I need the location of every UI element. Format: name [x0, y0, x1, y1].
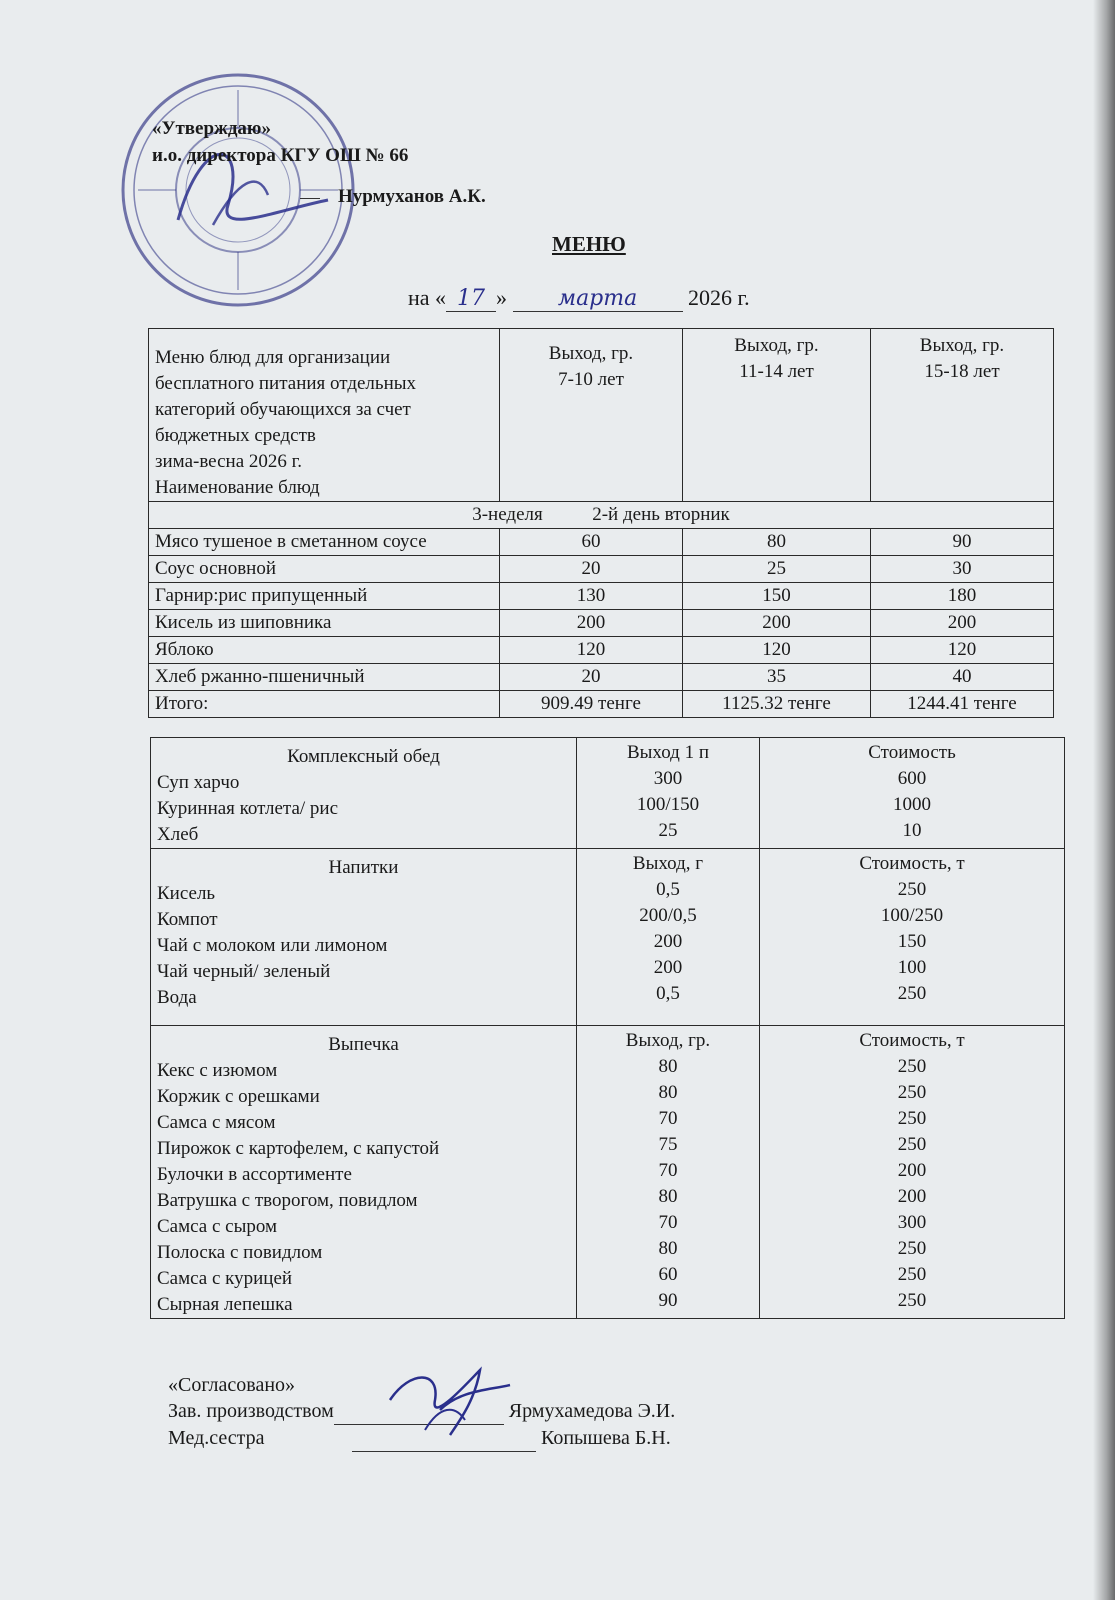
header-desc-line: зима-весна 2026 г.	[155, 451, 303, 472]
section-complex-lunch	[151, 738, 1065, 849]
total-row	[149, 691, 1054, 718]
item-output: 80	[658, 1186, 678, 1207]
item-cost: 150	[897, 931, 927, 952]
table-row	[149, 637, 1054, 664]
item-cost: 200	[897, 1186, 927, 1207]
col-title: Стоимость, т	[859, 853, 965, 874]
scan-edge-shadow	[1093, 0, 1115, 1600]
dish-name: Соус основной	[149, 556, 500, 583]
page-title: МЕНЮ	[552, 232, 626, 256]
section-title: Комплексный обед	[287, 746, 440, 767]
approval-line1: «Утверждаю»	[152, 118, 271, 139]
item-cost: 100/250	[880, 905, 944, 926]
item-output: 300	[653, 768, 683, 789]
section-title: Выпечка	[328, 1034, 399, 1055]
item-output: 70	[658, 1160, 678, 1181]
portion-7-10: 120	[500, 637, 683, 664]
item-output: 80	[658, 1082, 678, 1103]
portion-15-18: 40	[871, 664, 1054, 691]
agreed-label: «Согласовано»	[168, 1374, 296, 1396]
portion-15-18: 30	[871, 556, 1054, 583]
section-costs	[760, 849, 1065, 1026]
signer-name: Ярмухамедова Э.И.	[508, 1400, 676, 1422]
item-cost: 250	[897, 1134, 927, 1155]
date-mid: »	[496, 285, 508, 310]
item-output: 70	[658, 1212, 678, 1233]
header-col-age: 7-10 лет	[558, 369, 624, 390]
item-cost: 200	[897, 1160, 927, 1181]
header-desc-line: категорий обучающихся за счет	[155, 399, 411, 420]
date-month: марта	[513, 286, 683, 312]
item-output: 200	[653, 957, 683, 978]
header-col-title: Выход, гр.	[919, 335, 1005, 356]
portion-15-18: 200	[871, 610, 1054, 637]
date-day: 17	[446, 286, 496, 312]
col-title: Стоимость, т	[859, 1030, 965, 1051]
table-row	[149, 583, 1054, 610]
item-name: Суп харчо	[157, 772, 240, 793]
item-name: Кисель	[157, 883, 216, 904]
item-name: Пирожок с картофелем, с капустой	[157, 1138, 440, 1159]
item-output: 80	[658, 1056, 678, 1077]
header-col-title: Выход, гр.	[548, 343, 634, 364]
week-row	[149, 502, 1054, 529]
item-cost: 10	[902, 820, 922, 841]
item-name: Самса с курицей	[157, 1268, 293, 1289]
header-desc-line: Меню блюд для организации	[155, 347, 391, 368]
item-cost: 100	[897, 957, 927, 978]
item-cost: 300	[897, 1212, 927, 1233]
item-cost: 250	[897, 1082, 927, 1103]
portion-15-18: 90	[871, 529, 1054, 556]
dish-name: Гарнир:рис припущенный	[149, 583, 500, 610]
item-name: Самса с мясом	[157, 1112, 276, 1133]
section-outputs	[577, 1026, 760, 1319]
item-name: Самса с сыром	[157, 1216, 278, 1237]
portion-11-14: 150	[683, 583, 871, 610]
portion-7-10: 20	[500, 664, 683, 691]
item-cost: 250	[897, 879, 927, 900]
item-output: 70	[658, 1108, 678, 1129]
item-name: Вода	[157, 987, 197, 1008]
col-title: Выход, г	[632, 853, 704, 874]
menu-table-header	[149, 329, 1054, 502]
item-cost: 250	[897, 1264, 927, 1285]
item-name: Булочки в ассортименте	[157, 1164, 352, 1185]
section-costs	[760, 738, 1065, 849]
item-output: 0,5	[656, 983, 680, 1004]
col-title: Выход, гр.	[625, 1030, 711, 1051]
portion-11-14: 200	[683, 610, 871, 637]
buffet-table	[150, 737, 1065, 1319]
approval-block	[152, 115, 408, 169]
approval-line2: и.о. директора КГУ ОШ № 66	[152, 145, 409, 166]
total-11-14: 1125.32 тенге	[683, 691, 871, 718]
item-output: 75	[658, 1134, 678, 1155]
header-age-7-10	[500, 329, 683, 502]
header-description	[149, 329, 500, 502]
item-cost: 250	[897, 1238, 927, 1259]
section-pastries	[151, 1026, 1065, 1319]
header-desc-line: бюджетных средств	[155, 425, 316, 446]
header-desc-line: бесплатного питания отдельных	[155, 373, 416, 394]
week-label: 3-неделя	[472, 504, 543, 525]
portion-7-10: 200	[500, 610, 683, 637]
portion-15-18: 180	[871, 583, 1054, 610]
portion-11-14: 35	[683, 664, 871, 691]
item-name: Ватрушка с творогом, повидлом	[157, 1190, 418, 1211]
header-desc-line: Наименование блюд	[155, 477, 320, 498]
dish-name: Яблоко	[149, 637, 500, 664]
portion-7-10: 60	[500, 529, 683, 556]
portion-7-10: 20	[500, 556, 683, 583]
table-row	[149, 610, 1054, 637]
item-output: 60	[658, 1264, 678, 1285]
section-names	[151, 1026, 577, 1319]
item-output: 80	[658, 1238, 678, 1259]
day-label: 2-й день вторник	[592, 504, 730, 525]
item-cost: 1000	[893, 794, 931, 815]
total-7-10: 909.49 тенге	[500, 691, 683, 718]
school-stamp	[118, 70, 358, 310]
col-title: Выход 1 п	[626, 742, 709, 763]
section-outputs	[577, 738, 760, 849]
item-name: Чай черный/ зеленый	[157, 961, 331, 982]
item-cost: 250	[897, 983, 927, 1004]
header-col-age: 11-14 лет	[739, 361, 814, 382]
dish-name: Мясо тушеное в сметанном соусе	[149, 529, 500, 556]
header-col-age: 15-18 лет	[924, 361, 1000, 382]
date-line	[408, 285, 750, 312]
signer-role: Мед.сестра	[168, 1427, 265, 1449]
item-name: Кекс с изюмом	[157, 1060, 278, 1081]
col-title: Стоимость	[868, 742, 956, 763]
item-name: Хлеб	[157, 824, 199, 845]
director-name: Нурмуханов А.К.	[338, 186, 486, 207]
item-output: 90	[658, 1290, 678, 1311]
total-15-18: 1244.41 тенге	[871, 691, 1054, 718]
signature-underline	[300, 183, 320, 205]
date-year: 2026 г.	[688, 285, 750, 310]
signer-role: Зав. производством	[168, 1400, 334, 1422]
item-cost: 250	[897, 1108, 927, 1129]
header-age-11-14	[683, 329, 871, 502]
date-prefix: на «	[408, 285, 447, 310]
header-col-title: Выход, гр.	[734, 335, 819, 356]
item-output: 0,5	[656, 879, 680, 900]
item-name: Чай с молоком или лимоном	[157, 935, 388, 956]
portion-15-18: 120	[871, 637, 1054, 664]
table-row	[149, 556, 1054, 583]
item-name: Коржик с орешками	[157, 1086, 320, 1107]
item-output: 100/150	[636, 794, 700, 815]
signer-name: Копышева Б.Н.	[541, 1427, 671, 1449]
item-name: Сырная лепешка	[157, 1294, 293, 1315]
total-label: Итого:	[149, 691, 500, 718]
handwritten-signature	[380, 1360, 520, 1440]
item-name: Куринная котлета/ рис	[157, 798, 339, 819]
menu-table	[148, 328, 1054, 718]
portion-7-10: 130	[500, 583, 683, 610]
dish-name: Кисель из шиповника	[149, 610, 500, 637]
table-row	[149, 529, 1054, 556]
section-names	[151, 738, 577, 849]
item-output: 25	[658, 820, 678, 841]
week-day-cell	[149, 502, 1054, 529]
section-title: Напитки	[328, 857, 399, 878]
dish-name: Хлеб ржанно-пшеничный	[149, 664, 500, 691]
portion-11-14: 25	[683, 556, 871, 583]
section-outputs	[577, 849, 760, 1026]
portion-11-14: 80	[683, 529, 871, 556]
item-output: 200	[653, 931, 683, 952]
item-output: 200/0,5	[639, 905, 697, 926]
item-cost: 250	[897, 1056, 927, 1077]
section-drinks	[151, 849, 1065, 1026]
section-names	[151, 849, 577, 1026]
item-cost: 250	[897, 1290, 927, 1311]
portion-11-14: 120	[683, 637, 871, 664]
item-cost: 600	[897, 768, 927, 789]
section-costs	[760, 1026, 1065, 1319]
table-row	[149, 664, 1054, 691]
item-name: Полоска с повидлом	[157, 1242, 323, 1263]
header-age-15-18	[871, 329, 1054, 502]
item-name: Компот	[157, 909, 218, 930]
